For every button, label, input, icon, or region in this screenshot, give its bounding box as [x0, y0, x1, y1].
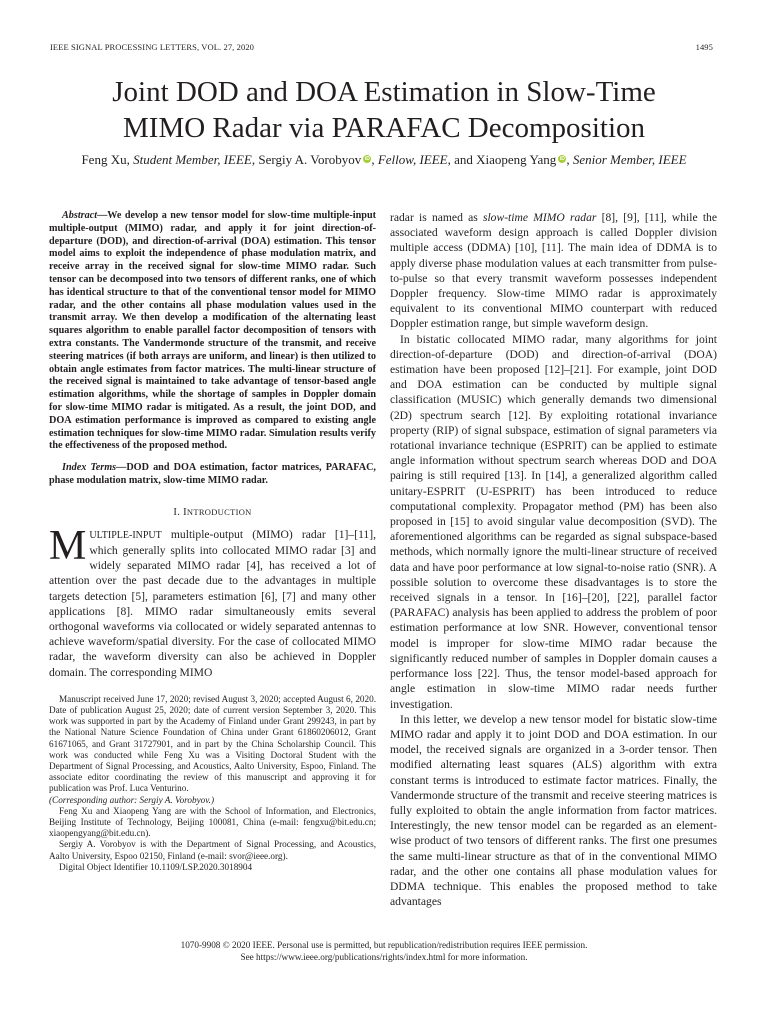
left-column — [49, 210, 376, 873]
body-text-run: [8], [9], [11], while the associated waveform design approach is called Doppler division multiple access (DDMA) [10], [11]. The main idea of DDMA is to apply diverse phase modulation values at each transmitter from pulse-to-pulse so that every transmit waveform possesses independent Doppler frequency. Slow-time MIMO radar is approximately equivalent to its conventional MIMO counterpart with reduced Doppler estimation range, but simple waveform design. — [390, 211, 717, 331]
author-role: Fellow, IEEE — [377, 152, 448, 167]
index-terms-text: —DOD and DOA estimation, factor matrices, PARAFAC, phase modulation matrix, slow-time MIMO radar. — [49, 462, 376, 486]
author-separator: , and — [447, 152, 473, 167]
body-text-run: radar is named as — [390, 211, 483, 224]
section-heading — [49, 507, 376, 518]
title-line-2: MIMO Radar via PARAFAC Decomposition — [123, 112, 645, 144]
paper-title — [0, 74, 768, 146]
index-terms-label: Index Terms — [62, 462, 117, 474]
footnote-doi: Digital Object Identifier 10.1109/LSP.2020.3018904 — [59, 861, 253, 872]
abstract — [49, 210, 376, 453]
index-terms — [49, 462, 376, 488]
intro-text: multiple-output (MIMO) radar [1]–[11], which generally splits into collocated MIMO radar [3] and widely separated MIMO radar [4], has received a lot of attention over the past decade due to the advantages in multiple targets detection [5], parameters estimation [6], [7] and many other applications [8]. MIMO radar simultaneously emits several orthogonal waveforms via collocated or widely separated antennas to achieve waveform/spatial diversity. For the case of collocated MIMO radar, the waveform diversity can also be achieved in Doppler domain. The corresponding MIMO — [49, 527, 376, 679]
footnotes — [49, 694, 376, 873]
intro-paragraph — [49, 522, 376, 680]
body-paragraph — [390, 210, 717, 332]
footnote-affiliation: Sergiy A. Vorobyov is with the Department of Signal Processing, and Acoustics, Aalto University, Espoo 02150, Finland (e-mail: svor@ieee.org). — [49, 839, 376, 861]
orcid-icon[interactable]: iD — [559, 156, 565, 162]
section-number: I. — [173, 506, 181, 518]
author-name: Feng Xu, — [81, 152, 130, 167]
copyright-line: See https://www.ieee.org/publications/rights/index.html for more information. — [240, 951, 528, 962]
section-title-rest: NTRODUCTION — [186, 506, 252, 517]
footnote-received: Manuscript received June 17, 2020; revised August 3, 2020; accepted August 6, 2020. Date of publication August 25, 2020; date of current version September 3, 2020. This work was supported in part by the Academy of Finland under Grant 299243, in part by the National Nature Science Foundation of China under Grant 61860206012, Grant 61671065, and Grant 31727901, and in part by the China Scholarship Council. This work was conducted while Feng Xu was a Visiting Doctoral Student with the Department of Signal Processing, and Acoustics, Aalto University, Espoo, Finland. The associate editor coordinating the review of this manuscript and approving it for publication was Prof. Luca Venturino. — [49, 693, 376, 794]
title-line-1: Joint DOD and DOA Estimation in Slow-Time — [112, 76, 656, 108]
running-header — [50, 42, 713, 54]
author-name: Xiaopeng Yang — [476, 152, 557, 167]
author-role: Senior Member, IEEE — [572, 152, 687, 167]
copyright-line: 1070-9908 © 2020 IEEE. Personal use is permitted, but republication/redistribution requires IEEE permission. — [180, 940, 588, 950]
copyright-notice — [0, 940, 768, 963]
body-paragraph: In this letter, we develop a new tensor model for bistatic slow-time MIMO radar and apply it to joint DOD and DOA estimation. In our model, the received signals are organized in a 3-order tensor. Then modified alternating least squares (ALS) algorithm with extra constant terms is introduced to estimate factor matrices. Finally, the Vandermonde structure of the transmit and receive steering matrices is fully exploited to obtain the angle information from factor matrices. Interestingly, the new tensor model can be regarded as an element-wise product of two tensors of different ranks. The first one presumes the same multi-linear structure as that of in the conventional MIMO radar, and the other one contains all phase modulation values for DDMA technique. This enables the proposed method to take advantages — [390, 712, 717, 909]
body-paragraph: In bistatic collocated MIMO radar, many algorithms for joint direction-of-departure (DOD) and direction-of-arrival (DOA) estimation have been proposed [12]–[21]. For example, joint DOD and DOA estimation can be conducted by multiple signal classification (MUSIC) which generally demands two dimensional (2D) spectrum search [12]. By exploiting rotational invariance property (RIP) of signal subspace, estimation of signal parameters via rotational invariance technique (ESPRIT) can be applied to estimate angle information without spectrum search whereas DOD and DOA pairing is still required [13]. In [14], a generalized algorithm called unitary-ESPRIT (U-ESPRIT) has been introduced to reduce computational complexity. Propagator method (PM) has been also proposed in [15] to avoid singular value decomposition (SVD). The aforementioned algorithms can be regarded as signal subspace-based methods, which normally ignore the multi-linear structure of received data and have poor performance at low signal-to-noise ratio (SNR). A possible solution to overcome these disadvantages is to store the received signals in a tensor. In [16]–[20], [22], parallel factor (PARAFAC) analysis has been applied to address the problem of poor estimation performance at low SNR. However, conventional tensor model is improper for slow-time MIMO radar because the significantly reduced number of samples in Doppler domain causes a performance loss [22]. Thus, the tensor model-based approach for angle estimation in slow-time MIMO radar needs further investigation. — [390, 332, 717, 711]
intro-caps: ULTIPLE-INPUT — [89, 529, 162, 541]
footnote-affiliation: Feng Xu and Xiaopeng Yang are with the School of Information, and Electronics, Beijing Institute of Technology, Beijing 100081, China (e-mail: fengxu@bit.edu.cn; xiaopengyang@bit.edu.cn). — [49, 805, 376, 839]
abstract-label: Abstract — [62, 210, 98, 221]
right-column — [390, 210, 717, 909]
author-list — [0, 152, 768, 168]
author-separator: , — [251, 152, 256, 167]
emphasis: slow-time MIMO radar — [482, 211, 597, 224]
footnote-corresponding: (Corresponding author: Sergiy A. Vorobyov.) — [49, 794, 215, 805]
author-separator: , — [371, 152, 375, 167]
page-number: 1495 — [695, 42, 713, 52]
author-name: Sergiy A. Vorobyov — [258, 152, 362, 167]
drop-cap: M — [49, 522, 87, 569]
orcid-icon[interactable]: iD — [364, 156, 370, 162]
section-title-initial: I — [183, 506, 187, 518]
journal-name: IEEE SIGNAL PROCESSING LETTERS, VOL. 27, 2020 — [50, 42, 255, 52]
author-role: Student Member, IEEE — [133, 152, 252, 167]
abstract-text: —We develop a new tensor model for slow-time multiple-input multiple-output (MIMO) radar, and apply it for joint direction-of-departure (DOD), and direction-of-arrival (DOA) estimation. This tensor model aims to exploit the independence of phase modulation matrix, and receive array in the received signal for slow-time MIMO radar. Such tensor can be decomposed into two tensors of different ranks, one of which has identical structure to that of the conventional tensor model for MIMO radar, and the other contains all phase modulation values used in the transmit array. We then develop a modification of the alternating least squares algorithm to enable parallel factor decomposition of tensors with extra constants. The Vandermonde structure of the transmit, and receive steering matrices (if both arrays are uniform, and linear) is then utilized to obtain angle estimates from factor matrices. The multi-linear structure of the received signal is maintained to take advantage of tensor-based angle estimation algorithms, while the shortage of samples in Doppler domain for slow-time MIMO radar is mitigated. As a result, the joint DOD, and DOA estimation performance is improved as compared to existing angle estimation techniques for slow-time MIMO radar. Simulation results verify the effectiveness of the proposed method. — [49, 210, 376, 452]
author-separator: , — [566, 152, 570, 167]
